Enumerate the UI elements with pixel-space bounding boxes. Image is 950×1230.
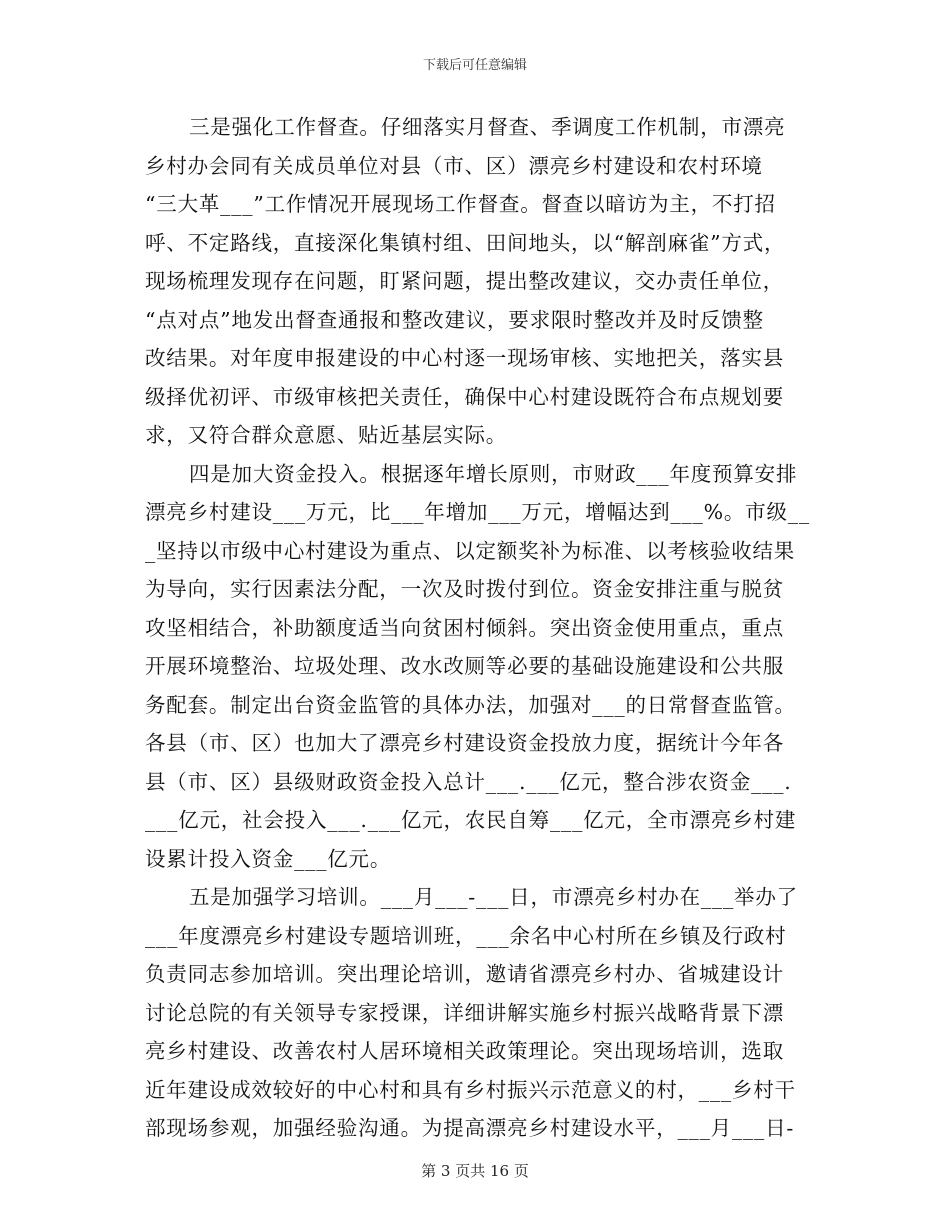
text-line: 四是加大资金投入。根据逐年增长原则，市财政___年度预算安排 xyxy=(189,461,798,486)
text-line: 负责同志参加培训。突出理论培训，邀请省漂亮乡村办、省城建设计 xyxy=(145,962,784,986)
text-line: 县（市、区）县级财政资金投入总计___.___亿元，整合涉农资金___. xyxy=(145,769,792,794)
text-line: 设累计投入资金___亿元。 xyxy=(145,846,392,871)
text-line: 开展环境整治、垃圾处理、改水改厕等必要的基础设施建设和公共服 xyxy=(145,654,784,678)
text-line: “三大革___”工作情况开展现场工作督查。督查以暗访为主，不打招 xyxy=(145,192,776,216)
page-header: 下载后可任意编辑 xyxy=(422,58,527,73)
text-line: 求，又符合群众意愿、贴近基层实际。 xyxy=(145,423,508,447)
body-text xyxy=(145,108,810,1148)
text-line: 部现场参观，加强经验沟通。为提高漂亮乡村建设水平，___月___日- xyxy=(145,1116,795,1140)
text-line: 为导向，实行因素法分配，一次及时拨付到位。资金安排注重与脱贫 xyxy=(145,577,784,601)
text-line: 务配套。制定出台资金监管的具体办法，加强对___的日常督查监管。 xyxy=(145,692,796,717)
text-line: 漂亮乡村建设___万元，比___年增加___万元，增幅达到___%。市级__ xyxy=(145,500,810,524)
text-line: 讨论总院的有关领导专家授课，详细讲解实施乡村振兴战略背景下漂 xyxy=(145,1000,784,1025)
text-line: 级择优初评、市级审核把关责任，确保中心村建设既符合布点规划要 xyxy=(145,384,784,409)
text-line: ___年度漂亮乡村建设专题培训班，___余名中心村所在乡镇及行政村 xyxy=(145,923,787,948)
text-line: 五是加强学习培训。___月___-___日，市漂亮乡村办在___举办了 xyxy=(189,885,798,909)
text-line: 现场梳理发现存在问题，盯紧问题，提出整改建议，交办责任单位， xyxy=(145,269,784,293)
text-line: ___亿元，社会投入___.___亿元，农民自筹___亿元，全市漂亮乡村建 xyxy=(145,808,797,832)
text-line: 三是强化工作督查。仔细落实月督查、季调度工作机制，市漂亮 xyxy=(189,115,786,139)
text-line: 攻坚相结合，补助额度适当向贫困村倾斜。突出资金使用重点，重点 xyxy=(145,615,784,640)
text-line: “点对点”地发出督查通报和整改建议，要求限时整改并及时反馈整 xyxy=(145,307,764,332)
text-line: 改结果。对年度申报建设的中心村逐一现场审核、实地把关，落实县 xyxy=(145,346,784,370)
text-line: 呼、不定路线，直接深化集镇村组、田间地头，以“解剖麻雀”方式， xyxy=(145,230,786,255)
text-line: 近年建设成效较好的中心村和具有乡村振兴示范意义的村，___乡村干 xyxy=(145,1077,796,1102)
text-line: 各县（市、区）也加大了漂亮乡村建设资金投放力度，据统计今年各 xyxy=(145,731,784,755)
text-line: 乡村办会同有关成员单位对县（市、区）漂亮乡村建设和农村环境 xyxy=(145,153,763,178)
text-line: 亮乡村建设、改善农村人居环境相关政策理论。突出现场培训，选取 xyxy=(145,1039,784,1063)
text-line: _坚持以市级中心村建设为重点、以定额奖补为标准、以考核验收结果 xyxy=(145,538,796,563)
page-footer: 第 3 页共 16 页 xyxy=(421,1162,529,1180)
